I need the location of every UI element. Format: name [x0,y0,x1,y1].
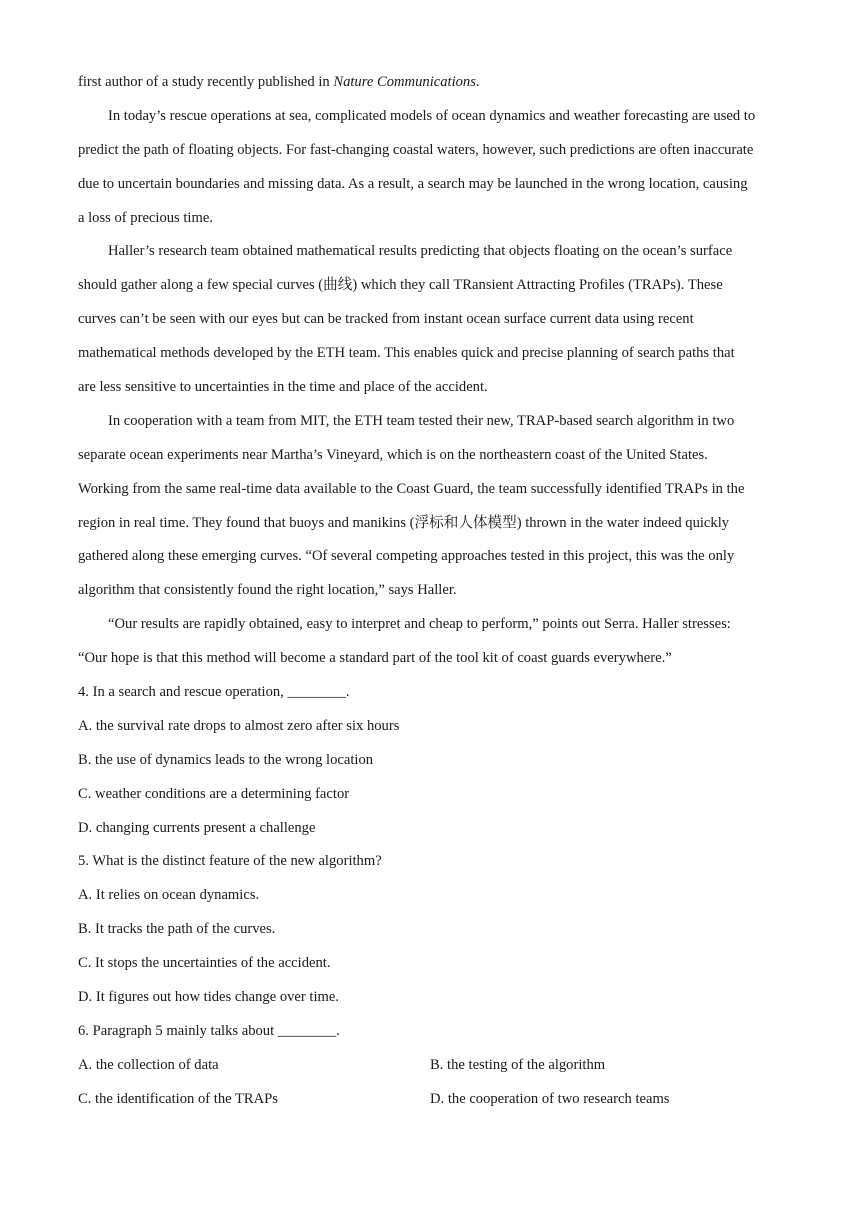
paragraph-2-line: a loss of precious time. [78,209,213,226]
option-a: A. the survival rate drops to almost zero after six hours [78,717,400,734]
option-c: C. the identification of the TRAPs [78,1090,278,1107]
option-a: A. It relies on ocean dynamics. [78,887,260,904]
option-b: B. It tracks the path of the curves. [78,921,276,938]
option-b: B. the testing of the algorithm [430,1056,606,1073]
option-d: D. the cooperation of two research teams [430,1090,670,1107]
paragraph-4-line: region in real time. They found that buoys and manikins (浮标和人体模型) thrown in the water indeed quickly [78,514,730,531]
question-stem: 6. Paragraph 5 mainly talks about ________. [78,1022,340,1039]
paragraph-4-line: gathered along these emerging curves. “Of several competing approaches tested in this project, this was the only [78,548,735,565]
options-row [78,1049,788,1083]
options-row [78,1083,788,1117]
paragraph-4-line: In cooperation with a team from MIT, the ETH team tested their new, TRAP-based search algorithm in two [108,412,735,429]
paragraph-1-text: first author of a study recently published in [78,74,334,90]
paragraph-4-line: algorithm that consistently found the right location,” says Haller. [78,582,457,599]
paragraph-3 [78,235,788,404]
question-4 [78,676,788,845]
question-6 [78,1015,788,1117]
option-b: B. the use of dynamics leads to the wrong location [78,751,374,768]
document-page [78,66,788,1117]
option-c: C. It stops the uncertainties of the accident. [78,955,331,972]
paragraph-4-line: Working from the same real-time data available to the Coast Guard, the team successfully identified TRAPs in the [78,480,745,497]
paragraph-2-line: predict the path of floating objects. For fast-changing coastal waters, however, such predictions are often inaccurate [78,141,754,158]
paragraph-3-line: should gather along a few special curves (曲线) which they call TRansient Attracting Profiles (TRAPs). These [78,277,723,294]
option-d: D. changing currents present a challenge [78,819,316,836]
journal-name: Nature Communications [333,74,476,90]
option-d: D. It figures out how tides change over time. [78,989,339,1006]
paragraph-1-line [78,66,788,100]
paragraph-1-end: . [475,74,480,90]
paragraph-5-line: “Our results are rapidly obtained, easy to interpret and cheap to perform,” points out Serra. Haller stresses: [108,616,731,633]
paragraph-4-line: separate ocean experiments near Martha’s Vineyard, which is on the northeastern coast of the United States. [78,446,708,463]
paragraph-2-line: due to uncertain boundaries and missing data. As a result, a search may be launched in the wrong location, causing [78,175,748,192]
question-stem: 5. What is the distinct feature of the new algorithm? [78,853,382,870]
paragraph-2 [78,100,788,236]
paragraph-3-line: mathematical methods developed by the ETH team. This enables quick and precise planning of search paths that [78,345,735,362]
paragraph-4 [78,405,788,608]
option-a: A. the collection of data [78,1056,219,1073]
question-5 [78,845,788,1014]
paragraph-5-line: “Our hope is that this method will become a standard part of the tool kit of coast guards everywhere.” [78,650,672,667]
paragraph-3-line: Haller’s research team obtained mathematical results predicting that objects floating on the ocean’s surface [108,243,733,260]
question-stem: 4. In a search and rescue operation, ________. [78,684,350,701]
paragraph-3-line: are less sensitive to uncertainties in the time and place of the accident. [78,379,488,396]
paragraph-3-line: curves can’t be seen with our eyes but can be tracked from instant ocean surface current data using recent [78,311,694,328]
paragraph-5 [78,608,788,676]
paragraph-2-line: In today’s rescue operations at sea, complicated models of ocean dynamics and weather forecasting are used to [108,107,756,124]
option-c: C. weather conditions are a determining factor [78,785,350,802]
